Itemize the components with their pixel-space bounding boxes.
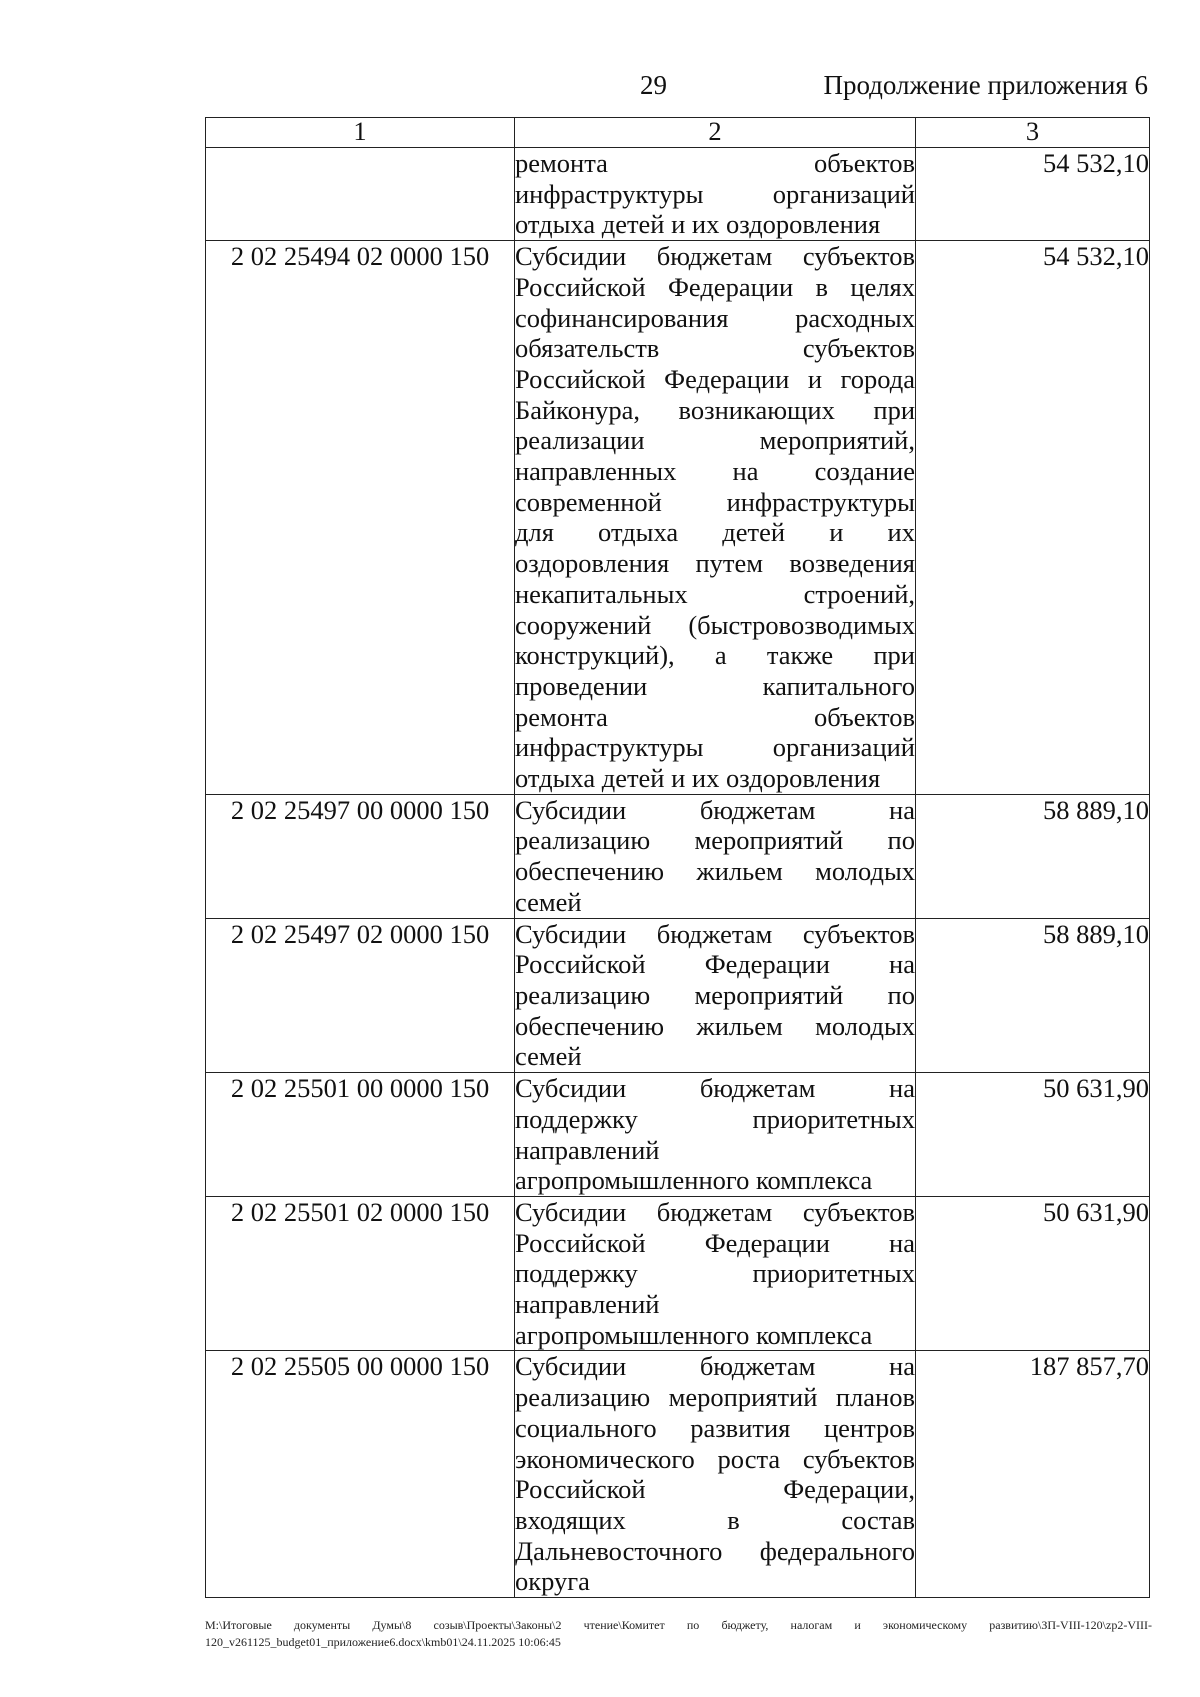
income-name-line: конструкций), а также при [515,640,915,671]
income-name-line: Субсидии бюджетам субъектов [515,1196,915,1227]
table-header-row [206,118,1150,148]
income-name-line: Байконура, возникающих при [515,394,915,425]
continuation-title: Продолжение приложения 6 [823,70,1148,100]
income-name-line: обеспечению жильем молодых [515,1010,915,1041]
income-name-line: современной инфраструктуры [515,486,915,517]
income-name-line: семей [515,1041,582,1072]
income-name-line: ремонта объектов [515,148,915,178]
income-name-line: Субсидии бюджетам на [515,1073,915,1104]
income-name-cell [515,918,916,1073]
amount-cell: 58 889,10 [916,918,1150,1073]
income-name-line: обеспечению жильем молодых [515,856,915,887]
table-body [206,148,1150,1598]
income-name-line: семей [515,886,582,917]
column-header-1: 1 [206,118,515,148]
table-row [206,794,1150,918]
column-header-3: 3 [916,118,1150,148]
income-name-line: поддержку приоритетных [515,1258,915,1289]
file-path-footer: M:\Итоговые документы Думы\8 созыв\Проекты\Законы\2 чтение\Комитет по бюджету, налогам и экономическому развитию\ЗП-VIII-120\zp2-VIII-120_v261125_budget01_приложение6.docx\kmb01\24.11.2025 10:06:45 [205,1618,1152,1649]
income-name-cell [515,1196,916,1351]
budget-code-cell: 2 02 25501 02 0000 150 [206,1196,515,1351]
income-name-line: Субсидии бюджетам на [515,794,915,825]
income-name-line: Субсидии бюджетам субъектов [515,918,915,949]
income-name-line: Российской Федерации, [515,1474,915,1505]
income-name-line: инфраструктуры организаций [515,178,915,209]
income-name-line: реализации мероприятий, [515,425,915,456]
income-name-line: направленных на создание [515,456,915,487]
budget-code-cell: 2 02 25501 00 0000 150 [206,1073,515,1197]
income-name-line: Российской Федерации и города [515,363,915,394]
income-name-cell [515,241,916,795]
table-row [206,148,1150,241]
amount-cell: 187 857,70 [916,1351,1150,1598]
column-header-2: 2 [515,118,916,148]
income-name-line: поддержку приоритетных [515,1103,915,1134]
income-name-line: направлений [515,1289,660,1320]
income-name-line: проведении капитального [515,670,915,701]
income-name-line: сооружений (быстровозводимых [515,609,915,640]
income-name-line: направлений [515,1134,660,1165]
income-name-line: софинансирования расходных [515,302,915,333]
income-name-line: входящих в состав [515,1504,915,1535]
income-name-line: реализацию мероприятий по [515,825,915,856]
table-row [206,241,1150,795]
income-name-line: некапитальных строений, [515,578,915,609]
income-name-line: округа [515,1566,590,1597]
budget-code-cell: 2 02 25497 02 0000 150 [206,918,515,1073]
budget-code-cell: 2 02 25505 00 0000 150 [206,1351,515,1598]
page-number: 29 [640,70,667,100]
amount-cell: 54 532,10 [916,241,1150,795]
income-name-line: социального развития центров [515,1412,915,1443]
amount-cell: 50 631,90 [916,1196,1150,1351]
income-name-line: обязательств субъектов [515,333,915,364]
income-name-line: Российской Федерации в целях [515,271,915,302]
amount-cell: 50 631,90 [916,1073,1150,1197]
income-name-line: оздоровления путем возведения [515,548,915,579]
income-name-line: Дальневосточного федерального [515,1535,915,1566]
amount-cell: 54 532,10 [916,148,1150,241]
income-name-cell [515,1073,916,1197]
income-name-line: Российской Федерации на [515,949,915,980]
income-name-cell [515,794,916,918]
income-name-line: ремонта объектов [515,701,915,732]
income-name-cell [515,1351,916,1598]
income-name-line: Субсидии бюджетам субъектов [515,241,915,272]
income-name-line: инфраструктуры организаций [515,732,915,763]
income-name-line: экономического роста субъектов [515,1443,915,1474]
income-name-line: отдыха детей и их оздоровления [515,209,881,240]
income-name-line: отдыха детей и их оздоровления [515,763,881,794]
table-row [206,1196,1150,1351]
table-row [206,1351,1150,1598]
income-name-line: для отдыха детей и их [515,517,915,548]
income-name-cell [515,148,916,241]
table-row [206,918,1150,1073]
amount-cell: 58 889,10 [916,794,1150,918]
income-name-line: агропромышленного комплекса [515,1165,873,1196]
budget-code-cell [206,148,515,241]
budget-code-cell: 2 02 25494 02 0000 150 [206,241,515,795]
budget-table [205,117,1150,1598]
table-row [206,1073,1150,1197]
income-name-line: реализацию мероприятий планов [515,1382,915,1413]
income-name-line: Субсидии бюджетам на [515,1351,915,1382]
income-name-line: реализацию мероприятий по [515,979,915,1010]
budget-code-cell: 2 02 25497 00 0000 150 [206,794,515,918]
income-name-line: агропромышленного комплекса [515,1319,873,1350]
income-name-line: Российской Федерации на [515,1227,915,1258]
